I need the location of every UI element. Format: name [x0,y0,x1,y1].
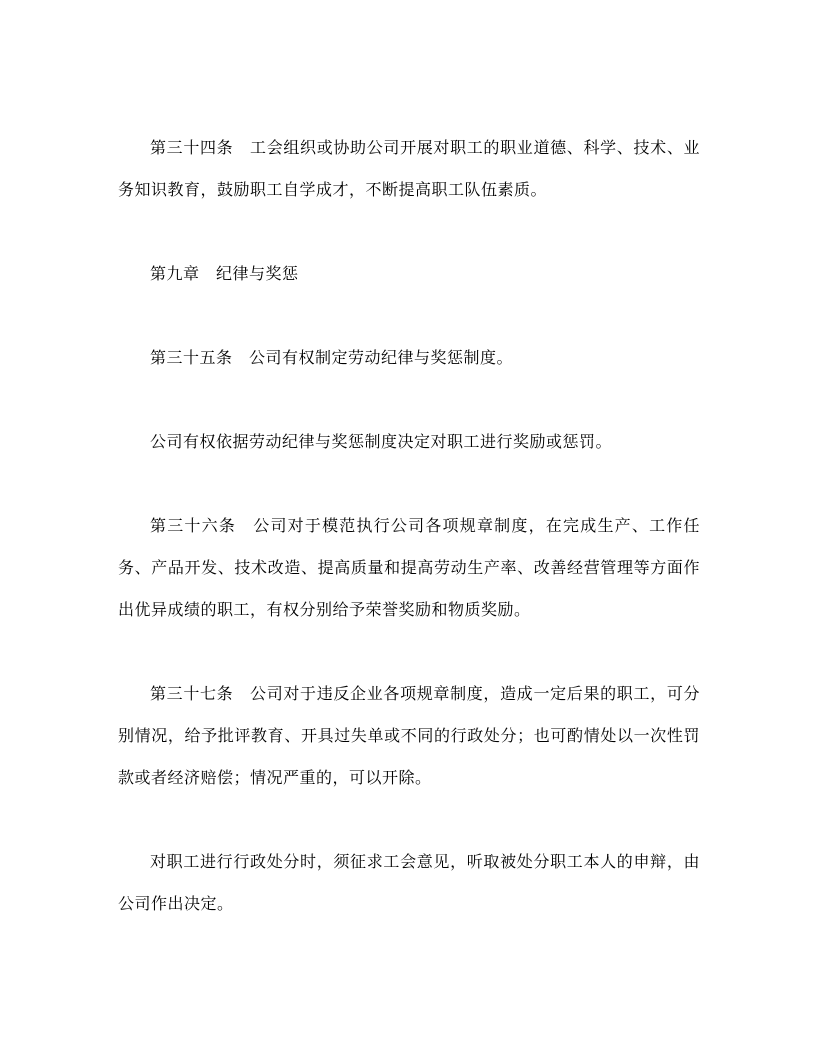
paragraph-article-34: 第三十四条 工会组织或协助公司开展对职工的职业道德、科学、技术、业务知识教育，鼓励职工自学成才，不断提高职工队伍素质。 [118,138,700,199]
document-content [118,127,700,925]
paragraph-article-35: 第三十五条 公司有权制定劳动纪律与奖惩制度。 [150,348,514,367]
paragraph-article-37-2: 对职工进行行政处分时，须征求工会意见，听取被处分职工本人的申辩，由公司作出决定。 [118,852,700,913]
paragraph-article-35-2: 公司有权依据劳动纪律与奖惩制度决定对职工进行奖励或惩罚。 [150,432,613,451]
chapter-9-heading: 第九章 纪律与奖惩 [150,264,299,283]
paragraph-article-36: 第三十六条 公司对于模范执行公司各项规章制度，在完成生产、工作任务、产品开发、技术改造、提高质量和提高劳动生产率、改善经营管理等方面作出优异成绩的职工，有权分别给予荣誉奖励和物质奖励。 [118,516,700,619]
paragraph-article-37: 第三十七条 公司对于违反企业各项规章制度，造成一定后果的职工，可分别情况，给予批评教育、开具过失单或不同的行政处分；也可酌情处以一次性罚款或者经济赔偿；情况严重的，可以开除。 [118,684,700,787]
